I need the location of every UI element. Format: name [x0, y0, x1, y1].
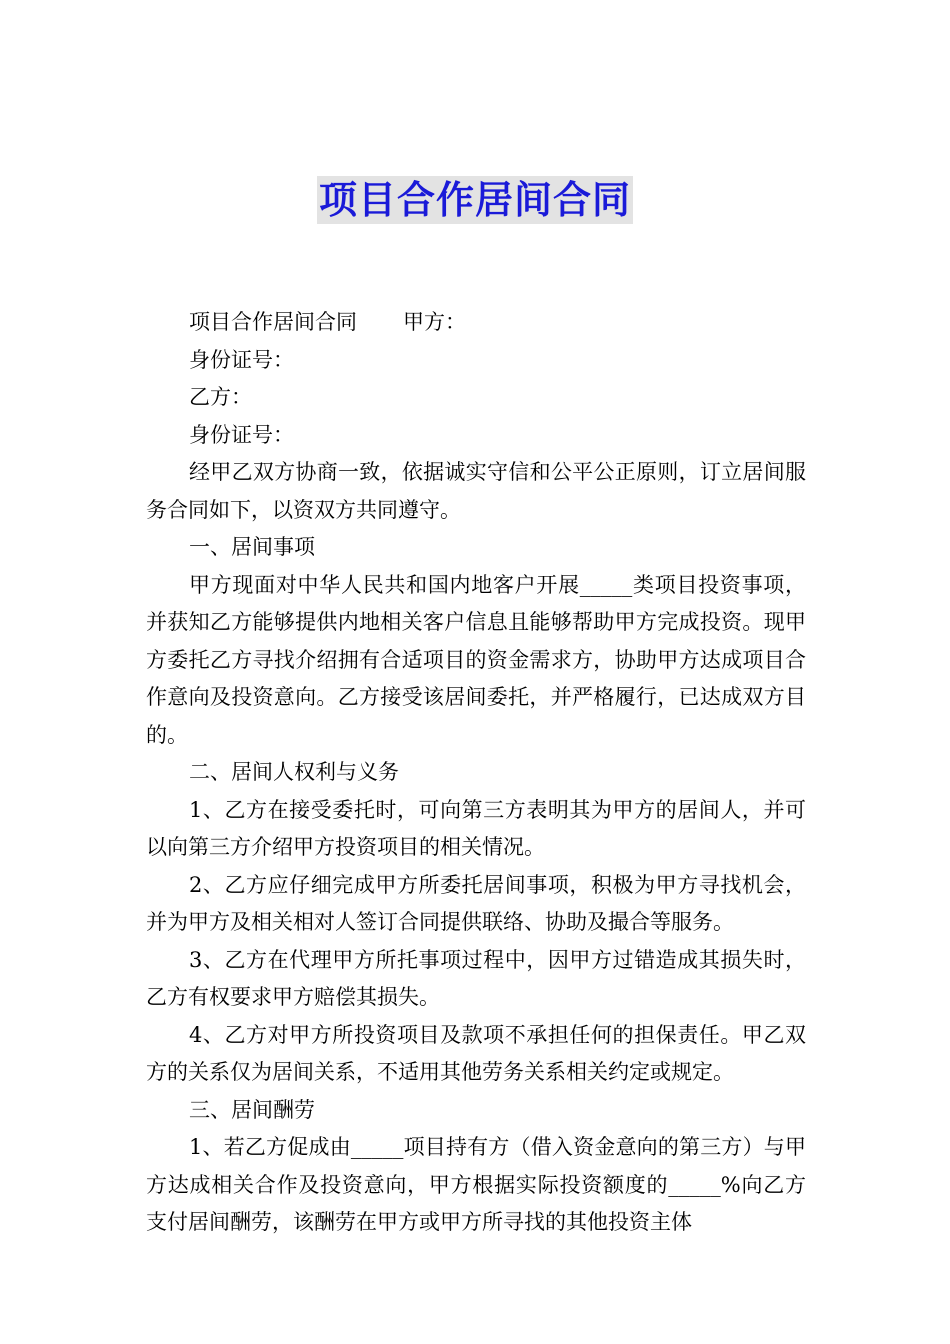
clause-2-1: 1、乙方在接受委托时，可向第三方表明其为甲方的居间人，并可以向第三方介绍甲方投资项目的相关情况。: [146, 797, 806, 859]
header-line: [146, 304, 806, 342]
clause-2-4: 4、乙方对甲方所投资项目及款项不承担任何的担保责任。甲乙双方的关系仅为居间关系，不适用其他劳务关系相关约定或规定。: [146, 1022, 806, 1084]
contract-name: 项目合作居间合同: [189, 310, 357, 334]
party-a-label: 甲方：: [403, 310, 466, 334]
party-b-id-label: 身份证号：: [189, 422, 294, 447]
preamble-paragraph: 经甲乙双方协商一致，依据诚实守信和公平公正原则，订立居间服务合同如下，以资双方共同遵守。: [146, 460, 806, 522]
clause-2-2: 2、乙方应仔细完成甲方所委托居间事项，积极为甲方寻找机会，并为甲方及相关相对人签订合同提供联络、协助及撮合等服务。: [146, 872, 806, 934]
section-1-paragraph: 甲方现面对中华人民共和国内地客户开展_____类项目投资事项，并获知乙方能够提供内地相关客户信息且能够帮助甲方完成投资。现甲方委托乙方寻找介绍拥有合适项目的资金需求方，协助甲方达成项目合作意向及投资意向。乙方接受该居间委托，并严格履行，已达成双方目的。: [146, 572, 806, 747]
contract-body: [146, 304, 806, 1242]
clause-3-1: 1、若乙方促成由_____项目持有方（借入资金意向的第三方）与甲方达成相关合作及投资意向，甲方根据实际投资额度的_____%向乙方支付居间酬劳，该酬劳在甲方或甲方所寻找的其他投资主体: [146, 1135, 806, 1234]
section-heading-3: 三、居间酬劳: [189, 1097, 315, 1122]
document-title: 项目合作居间合同: [318, 178, 631, 222]
party-b-label: 乙方：: [189, 385, 252, 409]
title-area: [0, 176, 950, 224]
section-heading-1: 一、居间事项: [189, 535, 315, 559]
party-a-id-label: 身份证号：: [189, 347, 294, 372]
section-heading-2: 二、居间人权利与义务: [189, 760, 399, 784]
clause-2-3: 3、乙方在代理甲方所托事项过程中，因甲方过错造成其损失时，乙方有权要求甲方赔偿其损失。: [146, 947, 806, 1009]
